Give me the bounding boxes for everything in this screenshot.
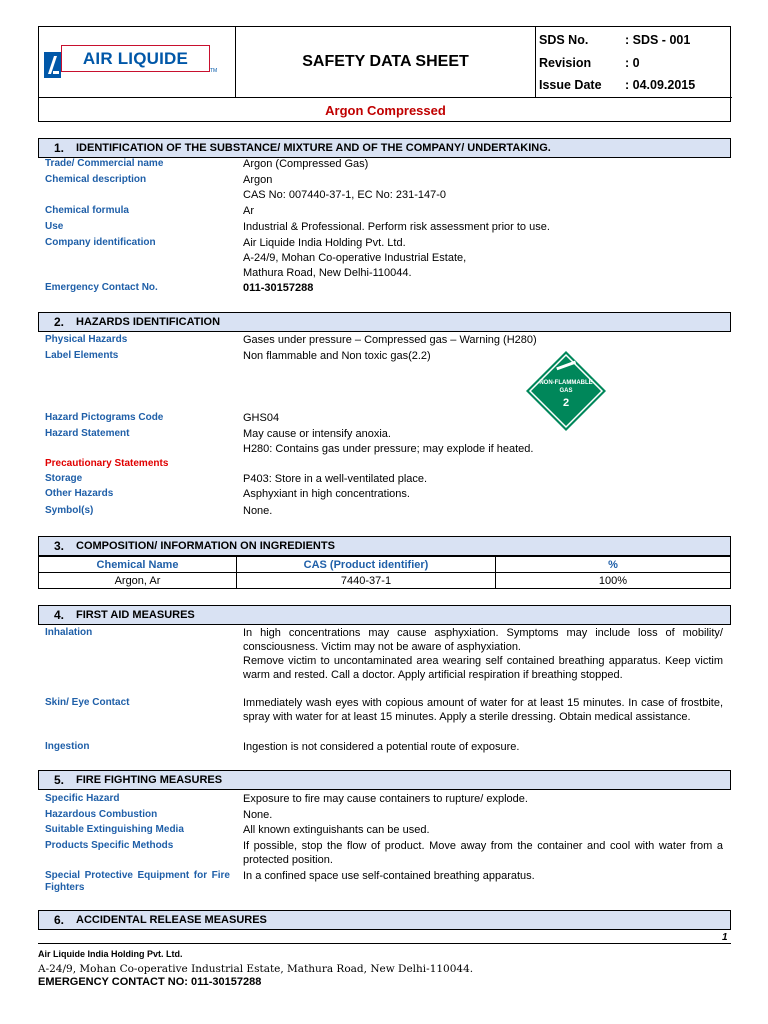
- hazard-statement-label: Hazard Statement: [45, 428, 130, 439]
- emergency-value: 011-30157288: [243, 282, 314, 294]
- ingestion-value: Ingestion is not considered a potential route of exposure.: [243, 741, 520, 753]
- meta-value: : 0: [625, 55, 640, 70]
- composition-table: [38, 556, 731, 589]
- hazard-statement-line-2: H280: Contains gas under pressure; may explode if heated.: [243, 443, 534, 455]
- footer-address: A-24/9, Mohan Co-operative Industrial Estate, Mathura Road, New Delhi-110044.: [38, 963, 474, 975]
- pictogram-code-label: Hazard Pictograms Code: [45, 412, 164, 423]
- other-hazards-value: Asphyxiant in high concentrations.: [243, 488, 410, 500]
- section-4-header: [38, 605, 731, 625]
- skin-eye-value: Immediately wash eyes with copious amount of water for at least 15 minutes. In case of frostbite, spray with water for at least 15 minutes. Apply a sterile dressing. Obtain medical assistance.: [243, 697, 723, 723]
- symbols-value: None.: [243, 505, 273, 517]
- footer-company: Air Liquide India Holding Pvt. Ltd.: [38, 949, 183, 959]
- company-logo: [39, 27, 236, 97]
- table-header-cell: CAS (Product identifier): [237, 557, 496, 573]
- protective-equipment-value: In a confined space use self-contained breathing apparatus.: [243, 870, 535, 882]
- meta-sds-no: [539, 29, 732, 52]
- inhalation-label: Inhalation: [45, 627, 93, 638]
- pictogram-class-number: 2: [562, 397, 570, 409]
- label-elements-label: Label Elements: [45, 350, 119, 361]
- ingestion-label: Ingestion: [45, 741, 90, 752]
- skin-eye-label: Skin/ Eye Contact: [45, 697, 130, 708]
- section-6-header: [38, 910, 731, 930]
- hazard-statement-line-1: May cause or intensify anoxia.: [243, 428, 391, 440]
- table-cell: 100%: [496, 573, 731, 589]
- meta-key: Revision: [539, 55, 592, 70]
- logo-wordmark: AIR LIQUIDE: [61, 45, 210, 72]
- logo-trademark: TM: [210, 68, 218, 74]
- chem-desc-value-1: Argon: [243, 174, 273, 186]
- section-title: FIRST AID MEASURES: [76, 609, 195, 621]
- chem-desc-value-2: CAS No: 007440-37-1, EC No: 231-147-0: [243, 189, 447, 201]
- meta-issue-date: [539, 74, 732, 97]
- table-row: [39, 573, 731, 589]
- table-header-row: [39, 557, 731, 573]
- document-meta: [536, 27, 732, 97]
- footer-divider: [38, 943, 731, 944]
- company-id-line-3: Mathura Road, New Delhi-110044.: [243, 267, 412, 279]
- section-number: 3.: [54, 539, 65, 553]
- trade-name-label: Trade/ Commercial name: [45, 158, 164, 169]
- inhalation-value-2: Remove victim to uncontaminated area wearing self contained breathing apparatus. Keep victim warm and rested. Call a doctor. Apply artificial respiration if breathing stopped.: [243, 655, 723, 681]
- section-title: COMPOSITION/ INFORMATION ON INGREDIENTS: [76, 540, 335, 552]
- section-number: 2.: [54, 315, 65, 329]
- section-5-header: [38, 770, 731, 790]
- use-label: Use: [45, 221, 64, 232]
- physical-hazards-value: Gases under pressure – Compressed gas – Warning (H280): [243, 334, 537, 346]
- table-cell: 7440-37-1: [237, 573, 496, 589]
- formula-value: Ar: [243, 205, 254, 217]
- company-id-label: Company identification: [45, 237, 156, 248]
- footer-emergency: EMERGENCY CONTACT NO: 011-30157288: [38, 976, 262, 988]
- storage-label: Storage: [45, 473, 83, 484]
- meta-value: : 04.09.2015: [625, 78, 696, 93]
- section-number: 4.: [54, 608, 65, 622]
- section-2-header: [38, 312, 731, 332]
- table-header-cell: Chemical Name: [39, 557, 237, 573]
- meta-revision: [539, 52, 732, 75]
- document-title: SAFETY DATA SHEET: [236, 27, 536, 97]
- label-elements-value: Non flammable and Non toxic gas(2.2): [243, 350, 431, 362]
- meta-key: SDS No.: [539, 33, 589, 48]
- physical-hazards-label: Physical Hazards: [45, 334, 128, 345]
- other-hazards-label: Other Hazards: [45, 488, 114, 499]
- section-number: 1.: [54, 141, 65, 155]
- specific-methods-label: Products Specific Methods: [45, 840, 174, 851]
- table-header-cell: %: [496, 557, 731, 573]
- section-title: ACCIDENTAL RELEASE MEASURES: [76, 914, 267, 926]
- document-header: [38, 26, 731, 122]
- company-id-line-1: Air Liquide India Holding Pvt. Ltd.: [243, 237, 406, 249]
- trade-name-value: Argon (Compressed Gas): [243, 158, 369, 170]
- chem-desc-label: Chemical description: [45, 174, 147, 185]
- protective-equipment-label: Special Protective Equipment for Fire Fighters: [45, 870, 230, 893]
- air-liquide-logo-icon: [44, 52, 61, 78]
- section-3-header: [38, 536, 731, 556]
- page-number: 1: [722, 932, 728, 943]
- product-name: Argon Compressed: [39, 97, 732, 122]
- specific-hazard-label: Specific Hazard: [45, 793, 120, 804]
- section-1-header: [38, 138, 731, 158]
- meta-value: : SDS - 001: [625, 33, 691, 48]
- emergency-label: Emergency Contact No.: [45, 282, 158, 293]
- hazardous-combustion-label: Hazardous Combustion: [45, 809, 158, 820]
- pictogram-code-value: GHS04: [243, 412, 280, 424]
- company-id-line-2: A-24/9, Mohan Co-operative Industrial Estate,: [243, 252, 467, 264]
- section-number: 6.: [54, 913, 65, 927]
- precautionary-statements-label: Precautionary Statements: [45, 458, 169, 469]
- specific-hazard-value: Exposure to fire may cause containers to rupture/ explode.: [243, 793, 528, 805]
- specific-methods-value: If possible, stop the flow of product. Move away from the container and cool with water from a protected position.: [243, 840, 723, 866]
- extinguishing-media-label: Suitable Extinguishing Media: [45, 824, 184, 835]
- use-value: Industrial & Professional. Perform risk assessment prior to use.: [243, 221, 550, 233]
- section-title: HAZARDS IDENTIFICATION: [76, 316, 221, 328]
- hazardous-combustion-value: None.: [243, 809, 273, 821]
- section-title: FIRE FIGHTING MEASURES: [76, 774, 223, 786]
- extinguishing-media-value: All known extinguishants can be used.: [243, 824, 430, 836]
- section-number: 5.: [54, 773, 65, 787]
- symbols-label: Symbol(s): [45, 505, 94, 516]
- pictogram-line-1: NON-FLAMMABLE: [539, 380, 593, 386]
- section-title: IDENTIFICATION OF THE SUBSTANCE/ MIXTURE AND OF THE COMPANY/ UNDERTAKING.: [76, 142, 551, 154]
- pictogram-line-2: GAS: [559, 388, 573, 394]
- storage-value: P403: Store in a well-ventilated place.: [243, 473, 428, 485]
- inhalation-value-1: In high concentrations may cause asphyxiation. Symptoms may include loss of mobility/ consciousness. Victim may not be aware of asphyxiation.: [243, 627, 723, 653]
- meta-key: Issue Date: [539, 78, 602, 93]
- formula-label: Chemical formula: [45, 205, 129, 216]
- table-cell: Argon, Ar: [39, 573, 237, 589]
